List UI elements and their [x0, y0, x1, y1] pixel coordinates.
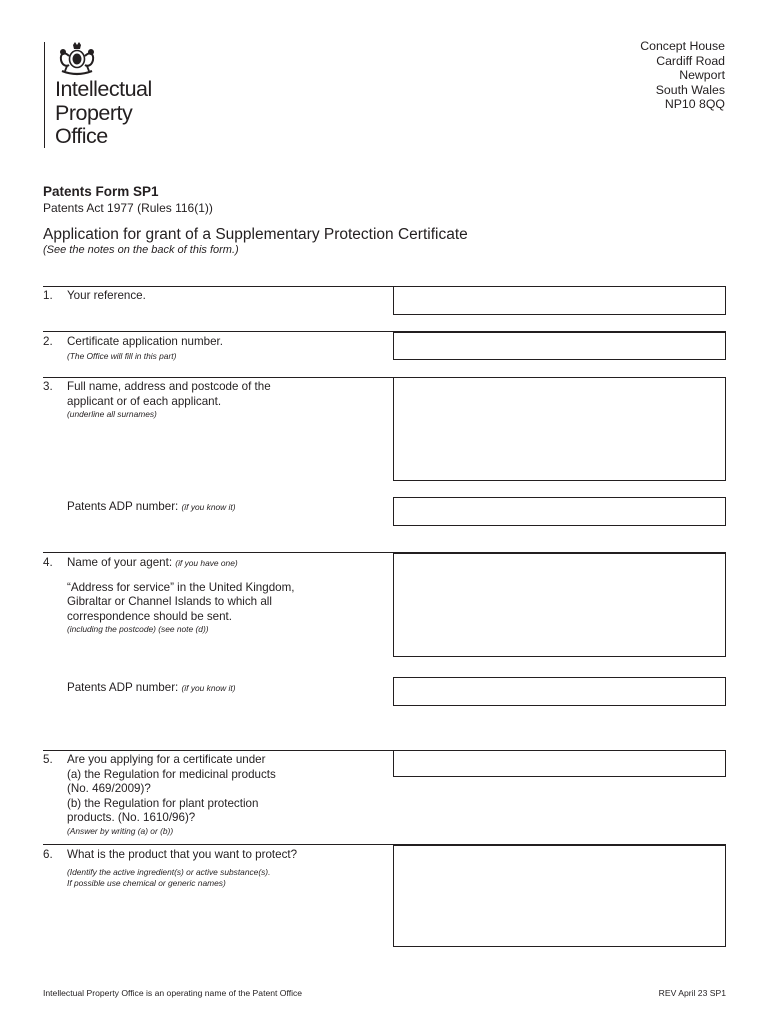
question-6-note-line-2: If possible use chemical or generic names) — [67, 877, 226, 888]
address-line-4: South Wales — [655, 82, 725, 97]
organisation-name — [55, 78, 152, 149]
organisation-line-3: Office — [55, 124, 108, 148]
certificate-application-number-field[interactable] — [393, 332, 726, 360]
question-5-line-5: products. (No. 1610/96)? — [67, 811, 196, 825]
question-3-adp-note: (if you know it) — [181, 502, 236, 512]
question-5-line-1: Are you applying for a certificate under — [67, 753, 266, 766]
question-4-note: (including the postcode) (see note (d)) — [67, 624, 209, 635]
question-1-number: 1. — [43, 289, 53, 302]
question-3-label-line-2: applicant or of each applicant. — [67, 394, 222, 408]
question-4-label-note: (if you have one) — [175, 558, 238, 568]
question-6-note-line-1: (Identify the active ingredient(s) or active substance(s). — [67, 866, 271, 877]
address-line-1: Concept House — [640, 39, 725, 53]
regulation-choice-field[interactable] — [393, 750, 726, 777]
applicant-name-address-field[interactable] — [393, 377, 726, 481]
agent-adp-number-field[interactable] — [393, 677, 726, 706]
question-5-line-4: (b) the Regulation for plant protection — [67, 796, 259, 810]
question-4-service-line-1: “Address for service” in the United Kingdom, — [67, 580, 295, 594]
footer-revision: REV April 23 SP1 — [658, 988, 726, 998]
question-3-adp-text: Patents ADP number: — [67, 500, 179, 513]
ipo-logo — [44, 42, 152, 148]
question-3-label-line-1: Full name, address and postcode of the — [67, 380, 271, 393]
question-5-line-2: (a) the Regulation for medicinal products — [67, 767, 276, 781]
question-4-service-line-2: Gibraltar or Channel Islands to which all — [67, 595, 272, 609]
product-description-field[interactable] — [393, 845, 726, 947]
question-2-text — [67, 335, 377, 362]
organisation-line-1: Intellectual — [55, 77, 152, 101]
application-heading: Application for grant of a Supplementary Protection Certificate — [43, 226, 468, 243]
question-2-note: (The Office will fill in this part) — [67, 350, 177, 361]
question-1-label: Your reference. — [67, 289, 146, 302]
royal-crest-icon — [57, 42, 97, 76]
address-line-5: NP10 8QQ — [664, 97, 725, 112]
question-4-service-line-3: correspondence should be sent. — [67, 609, 233, 623]
organisation-line-2: Property — [55, 100, 133, 125]
question-4-adp-text: Patents ADP number: — [67, 681, 179, 694]
question-3-text — [67, 380, 377, 420]
form-title: Patents Form SP1 — [43, 184, 159, 199]
address-line-3: Newport — [679, 68, 725, 83]
form-act: Patents Act 1977 (Rules 116(1)) — [43, 201, 213, 215]
question-5-line-3: (No. 469/2009)? — [67, 782, 151, 796]
question-5-number: 5. — [43, 753, 53, 766]
address-line-2: Cardiff Road — [656, 53, 725, 68]
office-address — [640, 39, 725, 112]
your-reference-field[interactable] — [393, 286, 726, 315]
question-3-adp-label — [67, 500, 377, 515]
question-6-label: What is the product that you want to protect? — [67, 848, 298, 861]
agent-address-field[interactable] — [393, 553, 726, 657]
question-3-number: 3. — [43, 380, 53, 393]
question-2-label: Certificate application number. — [67, 335, 223, 348]
question-4-adp-label — [67, 681, 377, 696]
question-4-text — [67, 556, 377, 635]
question-3-note: (underline all surnames) — [67, 409, 157, 420]
applicant-adp-number-field[interactable] — [393, 497, 726, 526]
question-5-text — [67, 753, 377, 837]
question-6-number: 6. — [43, 848, 53, 861]
question-4-number: 4. — [43, 556, 53, 569]
question-5-note: (Answer by writing (a) or (b)) — [67, 825, 174, 836]
question-4-adp-note: (if you know it) — [181, 683, 236, 693]
question-4-label: Name of your agent: — [67, 556, 173, 569]
footer-operating-name: Intellectual Property Office is an operating name of the Patent Office — [43, 988, 303, 998]
question-2-number: 2. — [43, 335, 53, 348]
question-6-text — [67, 848, 377, 889]
application-heading-note: (See the notes on the back of this form.) — [43, 244, 239, 256]
